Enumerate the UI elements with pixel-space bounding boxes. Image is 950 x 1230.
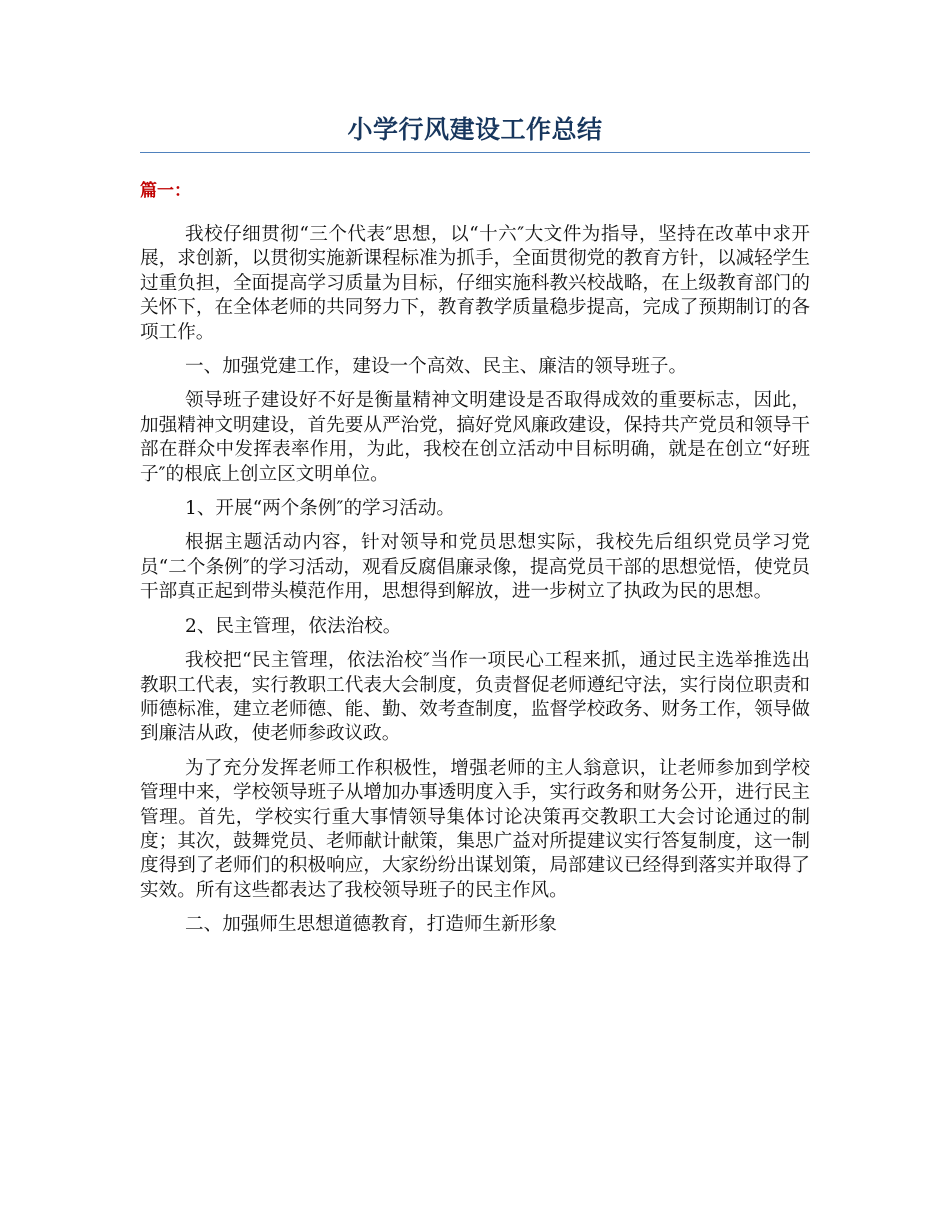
section-label: 篇一： <box>140 181 191 201</box>
heading-moral-education: 二、加强师生思想道德教育，打造师生新形象 <box>185 914 557 936</box>
subheading-democratic-management: 2、民主管理，依法治校。 <box>185 615 402 637</box>
teacher-participation-paragraph: 为了充分发挥老师工作积极性，增强老师的主人翁意识，让老师参加到学校管理中来，学校领导班子从增加办事透明度入手，实行政务和财务公开，进行民主管理。首先，学校实行重大事情领导集体讨论决策再交教职工大会讨论通过的制度；其次，鼓舞党员、老师献计献策，集思广益对所提建议实行答复制度，这一制度得到了老师们的积极响应，大家纷纷出谋划策，局部建议已经得到落实并取得了实效。所有这些都表达了我校领导班子的民主作风。 <box>140 757 810 901</box>
document-body <box>140 223 810 938</box>
regulations-paragraph: 根据主题活动内容，针对领导和党员思想实际，我校先后组织党员学习党员“二个条例″的学习活动，观看反腐倡廉录像，提高党员干部的思想觉悟，使党员干部真正起到带头模范作用，思想得到解放，进一步树立了执政为民的思想。 <box>140 532 810 603</box>
document-title: 小学行风建设工作总结 <box>347 115 603 144</box>
intro-paragraph: 我校仔细贯彻“三个代表″思想，以“十六″大文件为指导，坚持在改革中求开展，求创新，以贯彻实施新课程标准为抓手，全面贯彻党的教育方针，以减轻学生过重负担，全面提高学习质量为目标，仔细实施科教兴校战略，在上级教育部门的关怀下，在全体老师的共同努力下，教育教学质量稳步提高，完成了预期制订的各项工作。 <box>140 224 810 343</box>
document-page <box>140 0 810 948</box>
heading-party-building: 一、加强党建工作，建设一个高效、民主、廉洁的领导班子。 <box>185 356 688 378</box>
title-underline <box>140 152 810 153</box>
subheading-two-regulations: 1、开展“两个条例″的学习活动。 <box>185 498 456 520</box>
leadership-paragraph: 领导班子建设好不好是衡量精神文明建设是否取得成效的重要标志，因此，加强精神文明建设，首先要从严治党，搞好党风廉政建设，保持共产党员和领导干部在群众中发挥表率作用，为此，我校在创立活动中目标明确，就是在创立“好班子″的根底上创立区文明单位。 <box>140 390 810 485</box>
democratic-management-paragraph: 我校把“民主管理，依法治校″当作一项民心工程来抓，通过民主选举推选出教职工代表，实行教职工代表大会制度，负责督促老师遵纪守法，实行岗位职责和师德标准，建立老师德、能、勤、效考查制度，监督学校政务、财务工作，领导做到廉洁从政，使老师参政议政。 <box>140 650 810 745</box>
